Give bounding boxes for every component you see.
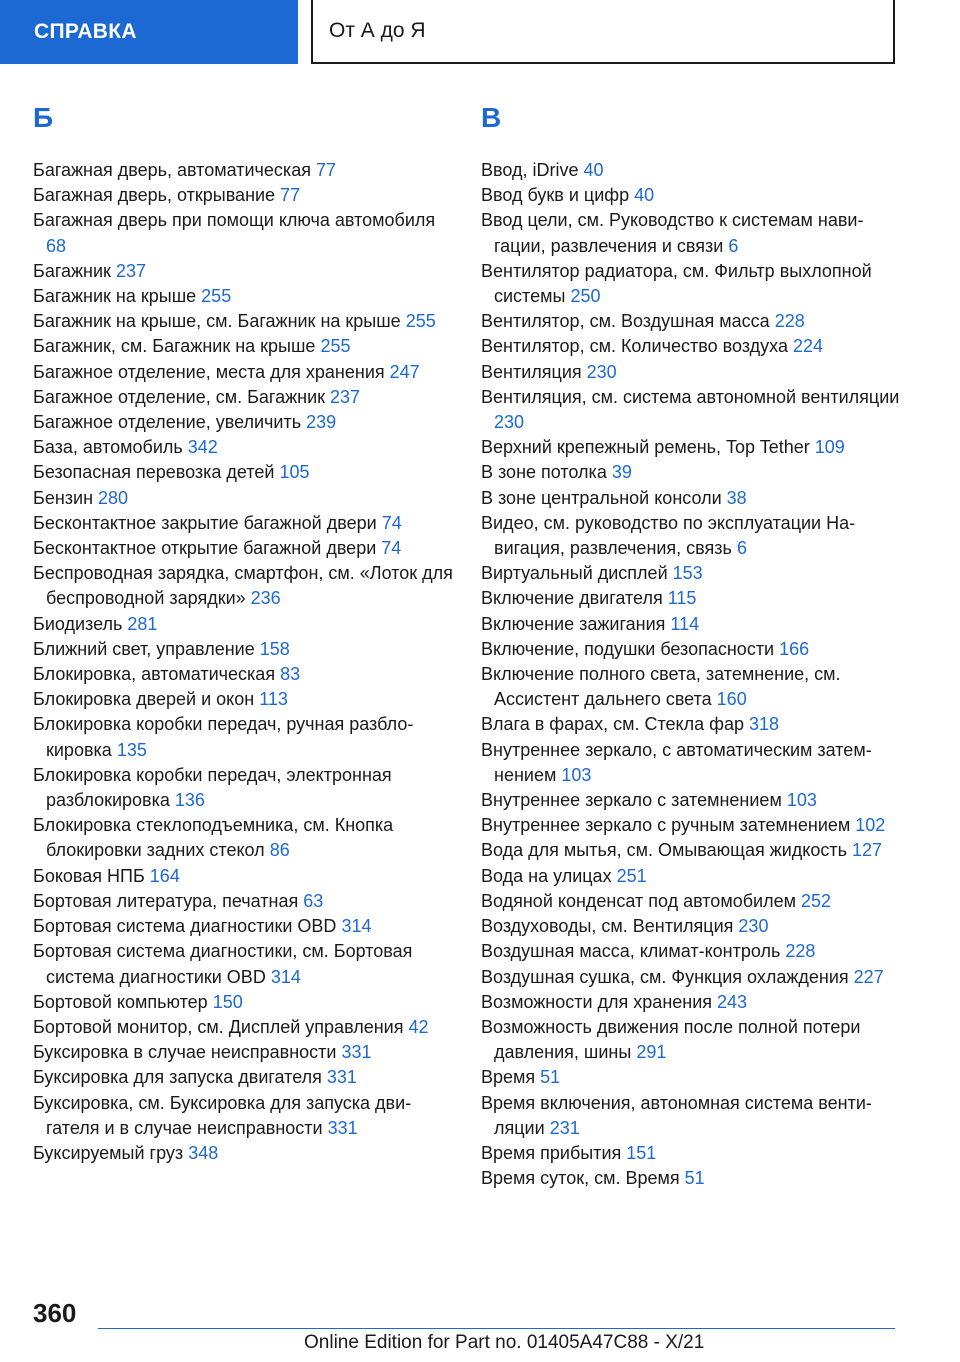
index-entry <box>33 1091 453 1141</box>
page-reference-link[interactable]: 250 <box>570 286 601 307</box>
index-entry <box>33 183 453 208</box>
entry-text: Боковая НПБ <box>33 865 145 886</box>
index-entry <box>481 586 901 611</box>
page-reference-link[interactable]: 83 <box>280 664 301 685</box>
page-reference-link[interactable]: 39 <box>611 462 632 483</box>
entry-text: Видео, см. руководство по эксплуатации Навигация, развлечения, связь <box>481 512 856 559</box>
index-entry <box>481 1065 901 1090</box>
entry-text: Блокировка дверей и окон <box>33 689 255 710</box>
page-reference-link[interactable]: 86 <box>269 840 290 861</box>
entry-text: Буксировка в случае неисправности <box>33 1042 337 1063</box>
entry-text: Виртуальный дисплей <box>481 563 668 584</box>
entry-text: Внутреннее зеркало, с автоматическим затемнением <box>481 739 872 785</box>
index-entry <box>481 990 901 1015</box>
index-entry <box>481 612 901 637</box>
page-reference-link[interactable]: 331 <box>326 1067 357 1088</box>
index-entry <box>33 763 453 813</box>
index-entry <box>33 813 453 863</box>
entry-text: Блокировка коробки передач, ручная разблокировка <box>33 714 414 760</box>
entry-text: Бортовой монитор, см. Дисплей управления <box>33 1016 404 1037</box>
entry-text: В зоне потолка <box>481 462 607 483</box>
entry-text: Вентилятор радиатора, см. Фильтр выхлопной системы <box>481 260 872 307</box>
index-entry <box>33 360 453 385</box>
chapter-header <box>311 0 895 64</box>
page-reference-link[interactable]: 231 <box>549 1117 580 1138</box>
page-reference-link[interactable]: 230 <box>494 412 525 433</box>
entry-text: Биодизель <box>33 613 123 634</box>
page-reference-link[interactable]: 255 <box>320 336 351 357</box>
page-reference-link[interactable]: 40 <box>583 160 604 180</box>
index-entry <box>33 511 453 536</box>
entry-text: Ввод, iDrive <box>481 160 579 180</box>
index-entry <box>33 561 453 611</box>
page-reference-link[interactable]: 105 <box>279 462 310 483</box>
page-reference-link[interactable]: 42 <box>408 1016 429 1037</box>
index-entry <box>33 1040 453 1065</box>
letter-heading: Б <box>33 102 54 133</box>
entry-text: Внутреннее зеркало с затемнением <box>481 790 782 811</box>
index-entry <box>33 914 453 939</box>
index-entry <box>481 511 901 561</box>
entry-text: Безопасная перевозка детей <box>33 462 275 483</box>
page-reference-link[interactable]: 40 <box>634 185 655 206</box>
page-reference-link[interactable]: 103 <box>561 764 592 785</box>
page-reference-link[interactable]: 74 <box>381 512 402 533</box>
page-reference-link[interactable]: 158 <box>259 638 290 659</box>
entry-text: Багажная дверь при помощи ключа автомобиля <box>33 210 436 231</box>
entry-text: База, автомобиль <box>33 437 183 458</box>
index-entry <box>33 435 453 460</box>
index-entry <box>481 662 901 712</box>
entry-text: В зоне центральной консоли <box>481 487 722 508</box>
letter-heading: В <box>481 102 502 133</box>
page-reference-link[interactable]: 227 <box>853 966 884 987</box>
index-entry <box>481 1141 901 1166</box>
index-entry <box>481 637 901 662</box>
index-entry <box>33 612 453 637</box>
page-reference-link[interactable]: 255 <box>405 311 436 332</box>
entry-text: Включение двигателя <box>481 588 663 609</box>
page-reference-link[interactable]: 135 <box>116 739 147 760</box>
page-reference-link[interactable]: 68 <box>46 235 67 256</box>
index-entry <box>481 889 901 914</box>
entry-text: Багажное отделение, см. Багажник <box>33 386 325 407</box>
entry-text: Буксировка для запуска двигателя <box>33 1067 322 1088</box>
index-entry <box>481 385 901 435</box>
page-reference-link[interactable]: 342 <box>187 437 218 458</box>
entry-text: Влага в фарах, см. Стекла фар <box>481 714 744 735</box>
index-entry <box>33 990 453 1015</box>
entry-text: Блокировка, автоматическая <box>33 664 276 685</box>
page-reference-link[interactable]: 230 <box>738 916 769 937</box>
entry-text: Включение, подушки безопасности <box>481 638 775 659</box>
entry-text: Вентиляция <box>481 361 582 382</box>
index-entry <box>481 813 901 838</box>
index-entry <box>481 334 901 359</box>
index-entry <box>481 1091 901 1141</box>
entry-text: Бортовая система диагностики OBD <box>33 916 337 937</box>
page-reference-link[interactable]: 136 <box>174 790 205 811</box>
entry-text: Бортовой компьютер <box>33 991 208 1012</box>
index-entry <box>33 486 453 511</box>
index-entry <box>481 360 901 385</box>
index-entry <box>481 486 901 511</box>
entry-text: Бесконтактное закрытие багажной двери <box>33 512 377 533</box>
entry-text: Вентиляция, см. система автономной вентиляции <box>481 386 900 407</box>
page-reference-link[interactable]: 164 <box>149 865 180 886</box>
index-entry <box>481 309 901 334</box>
entry-text: Беспроводная зарядка, смартфон, см. «Лоток для беспроводной зарядки» <box>33 563 453 609</box>
entry-text: Багажник <box>33 260 111 281</box>
page-reference-link[interactable]: 224 <box>792 336 824 357</box>
entry-text: Ближний свет, управление <box>33 638 255 659</box>
page-reference-link[interactable]: 280 <box>98 487 129 508</box>
entry-text: Воздушная масса, климат-контроль <box>481 941 781 962</box>
index-entry <box>33 889 453 914</box>
page-reference-link[interactable]: 6 <box>728 235 739 256</box>
index-entry <box>33 259 453 284</box>
entry-text: Верхний крепежный ремень, Top Tether <box>481 437 810 458</box>
entry-text: Буксируемый груз <box>33 1142 184 1163</box>
section-label: СПРАВКА <box>34 20 137 43</box>
entry-text: Ввод букв и цифр <box>481 185 630 206</box>
entry-text: Блокировка стеклоподъемника, см. Кнопка блокировки задних стекол <box>33 815 394 861</box>
index-entry <box>481 965 901 990</box>
index-entry <box>33 687 453 712</box>
index-entry <box>481 939 901 964</box>
section-tab <box>0 0 298 64</box>
page-reference-link[interactable]: 63 <box>303 890 324 911</box>
entry-text: Включение полного света, затемнение, см. Ассистент дальнего света <box>481 664 841 710</box>
index-entry <box>33 1065 453 1090</box>
index-entry <box>481 435 901 460</box>
entry-text: Ввод цели, см. Руководство к системам навигации, развлечения и связи <box>481 210 864 256</box>
page-reference-link[interactable]: 318 <box>748 714 780 735</box>
entry-text: Бортовая литература, печатная <box>33 890 299 911</box>
index-entry <box>481 183 901 208</box>
index-entry <box>481 1015 901 1065</box>
entry-text: Багажник на крыше, см. Багажник на крыше <box>33 311 401 332</box>
page-reference-link[interactable]: 153 <box>672 563 703 584</box>
index-entry <box>33 712 453 762</box>
page-reference-link[interactable]: 252 <box>800 890 832 911</box>
index-column-right <box>481 98 901 1191</box>
page-reference-link[interactable]: 236 <box>250 588 281 609</box>
page-reference-link[interactable]: 51 <box>684 1168 705 1189</box>
entry-text: Багажник, см. Багажник на крыше <box>33 336 316 357</box>
entry-text: Водяной конденсат под автомобилем <box>481 890 796 911</box>
index-entry <box>33 662 453 687</box>
page-reference-link[interactable]: 109 <box>814 437 845 458</box>
page-reference-link[interactable]: 243 <box>717 991 748 1012</box>
index-entry <box>33 309 453 334</box>
entry-text: Время <box>481 1067 536 1088</box>
index-entry <box>481 1166 901 1191</box>
entry-text: Багажное отделение, места для хранения <box>33 361 385 382</box>
index-entry <box>33 939 453 989</box>
index-entry <box>33 536 453 561</box>
index-list <box>481 158 901 1191</box>
entry-text: Время суток, см. Время <box>481 1168 680 1189</box>
index-entry <box>33 637 453 662</box>
index-entry <box>481 259 901 309</box>
entry-text: Внутреннее зеркало с ручным затемнением <box>481 815 851 836</box>
page-reference-link[interactable]: 281 <box>127 613 158 634</box>
page-reference-link[interactable]: 115 <box>667 588 697 609</box>
page-reference-link[interactable]: 237 <box>115 260 146 281</box>
entry-text: Воздуховоды, см. Вентиляция <box>481 916 734 937</box>
page-reference-link[interactable]: 127 <box>852 840 883 861</box>
entry-text: Возможность движения после полной потери давления, шины <box>481 1016 861 1063</box>
entry-text: Бортовая система диагностики, см. Бортовая система диагностики OBD <box>33 941 413 987</box>
index-entry <box>33 158 453 183</box>
index-entry <box>33 410 453 435</box>
entry-text: Возможности для хранения <box>481 991 713 1012</box>
index-list <box>33 158 453 1166</box>
index-entry <box>33 385 453 410</box>
index-entry <box>481 788 901 813</box>
page-reference-link[interactable]: 151 <box>626 1142 657 1163</box>
entry-text: Багажное отделение, увеличить <box>33 412 302 433</box>
entry-text: Багажная дверь, открывание <box>33 185 276 206</box>
entry-text: Воздушная сушка, см. Функция охлаждения <box>481 966 849 987</box>
entry-text: Буксировка, см. Буксировка для запуска двигателя и в случае неисправности <box>33 1092 412 1138</box>
chapter-title: От А до Я <box>329 19 426 42</box>
index-entry <box>33 1141 453 1166</box>
page-reference-link[interactable]: 230 <box>586 361 617 382</box>
page-reference-link[interactable]: 113 <box>259 689 288 710</box>
index-entry <box>33 864 453 889</box>
page-reference-link[interactable]: 255 <box>201 286 232 307</box>
page-reference-link[interactable]: 291 <box>636 1042 667 1063</box>
entry-text: Вентилятор, см. Количество воздуха <box>481 336 788 357</box>
page-reference-link[interactable]: 314 <box>270 966 301 987</box>
entry-text: Вентилятор, см. Воздушная масса <box>481 311 770 332</box>
page-reference-link[interactable]: 150 <box>212 991 243 1012</box>
entry-text: Включение зажигания <box>481 613 666 634</box>
index-entry <box>33 284 453 309</box>
page-reference-link[interactable]: 77 <box>280 185 301 206</box>
page-reference-link[interactable]: 102 <box>855 815 886 836</box>
index-entry <box>481 208 901 258</box>
index-entry <box>481 561 901 586</box>
entry-text: Время прибытия <box>481 1142 622 1163</box>
entry-text: Вода на улицах <box>481 865 612 886</box>
entry-text: Блокировка коробки передач, электронная разблокировка <box>33 764 392 811</box>
page-reference-link[interactable]: 239 <box>306 412 337 433</box>
page-reference-link[interactable]: 331 <box>341 1042 372 1063</box>
index-entry <box>33 1015 453 1040</box>
index-entry <box>481 864 901 889</box>
page-reference-link[interactable]: 228 <box>785 941 816 962</box>
index-entry <box>33 334 453 359</box>
index-entry <box>33 460 453 485</box>
page-reference-link[interactable]: 348 <box>188 1142 219 1163</box>
entry-text: Бесконтактное открытие багажной двери <box>33 538 377 559</box>
page-reference-link[interactable]: 51 <box>540 1067 561 1088</box>
page-reference-link[interactable]: 331 <box>327 1117 358 1138</box>
page-reference-link[interactable]: 74 <box>381 538 402 559</box>
page-reference-link[interactable]: 166 <box>779 638 810 659</box>
entry-text: Багажник на крыше <box>33 286 197 307</box>
page-reference-link[interactable]: 103 <box>786 790 817 811</box>
index-entry <box>33 208 453 258</box>
entry-text: Время включения, автономная система вентиляции <box>481 1092 872 1138</box>
page-reference-link[interactable]: 314 <box>341 916 372 937</box>
index-entry <box>481 914 901 939</box>
page-reference-link[interactable]: 251 <box>616 865 647 886</box>
page-reference-link[interactable]: 38 <box>726 487 747 508</box>
index-entry <box>481 460 901 485</box>
index-entry <box>481 158 901 183</box>
entry-text: Бензин <box>33 487 94 508</box>
index-entry <box>481 712 901 737</box>
page-reference-link[interactable]: 247 <box>389 361 420 382</box>
page-reference-link[interactable]: 228 <box>774 311 805 332</box>
page-reference-link[interactable]: 237 <box>330 386 361 407</box>
index-column-left <box>33 98 453 1166</box>
page-reference-link[interactable]: 114 <box>670 613 700 634</box>
entry-text: Багажная дверь, автоматическая <box>33 160 311 180</box>
page-reference-link[interactable]: 6 <box>736 538 747 559</box>
index-entry <box>481 838 901 863</box>
entry-text: Вода для мытья, см. Омывающая жидкость <box>481 840 848 861</box>
edition-footer: Online Edition for Part no. 01405A47C88 - X/21 <box>304 1332 705 1353</box>
page-reference-link[interactable]: 77 <box>315 160 336 180</box>
footer-divider <box>98 1328 895 1329</box>
page-reference-link[interactable]: 160 <box>716 689 747 710</box>
index-entry <box>481 738 901 788</box>
page-number: 360 <box>33 1298 77 1328</box>
